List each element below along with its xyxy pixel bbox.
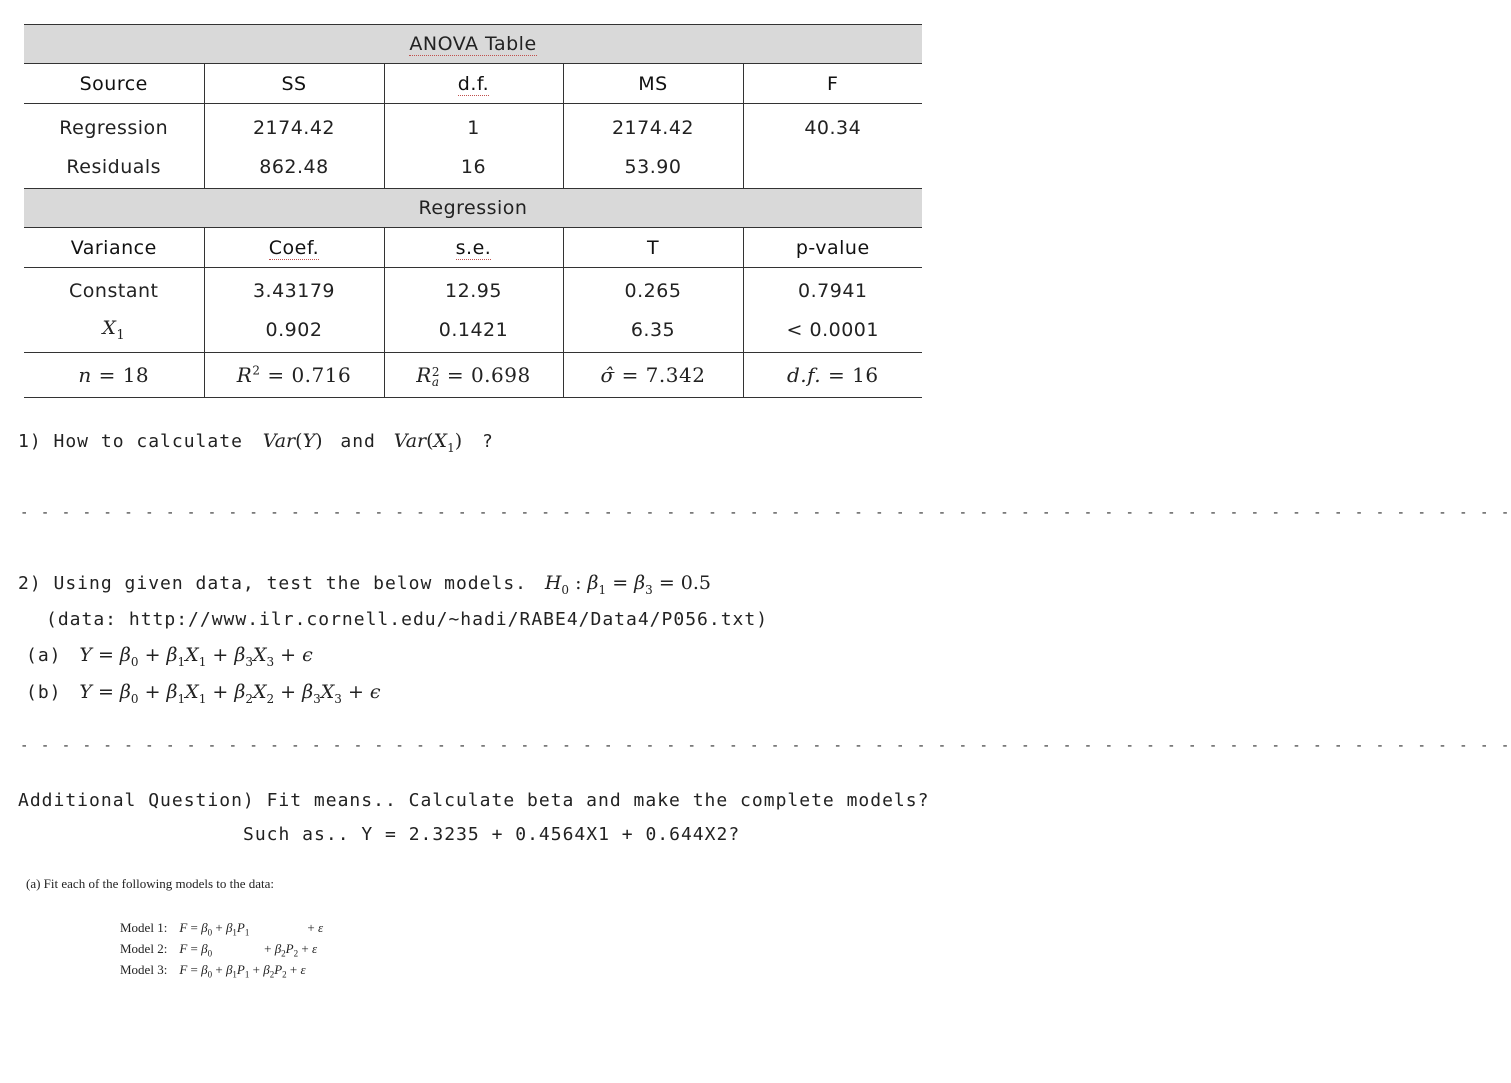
table-cell: 53.90	[563, 148, 743, 189]
divider: - - - - - - - - - - - - - - - - - - - - - - - - - - - - - - - - - - - - - - - - - - - - - - - - - - - - - - - - - - - - - - - - - - - - - - - -	[20, 738, 1511, 754]
summary-row	[24, 353, 922, 398]
model-a: (a) $Y = \beta_0 + \beta_1X_1 + \beta_3X_3 + \epsilon$	[26, 644, 313, 669]
summary-n: n = 18	[24, 353, 204, 398]
anova-header-row	[24, 64, 922, 104]
anova-title-row	[24, 25, 922, 64]
table-cell: Residuals	[24, 148, 204, 189]
table-cell: < 0.0001	[743, 310, 922, 353]
table-row	[24, 310, 922, 353]
table-cell: 12.95	[384, 268, 563, 311]
stats-table	[24, 24, 922, 398]
table-cell: 1	[384, 104, 563, 149]
table-cell: 0.265	[563, 268, 743, 311]
table-cell: 2174.42	[204, 104, 384, 149]
table-cell: Constant	[24, 268, 204, 311]
table-cell: 6.35	[563, 310, 743, 353]
table-cell: 3.43179	[204, 268, 384, 311]
book-model-2: Model 2: $F = \beta_0 + \beta_2P_2 + \varepsilon$	[120, 941, 318, 959]
summary-sigma: σ̂ = 7.342	[563, 353, 743, 398]
model-b: (b) $Y = \beta_0 + \beta_1X_1 + \beta_2X_2 + \beta_3X_3 + \epsilon$	[26, 681, 381, 706]
anova-title: ANOVA Table	[409, 33, 537, 55]
table-cell: 40.34	[743, 104, 922, 149]
question-2: 2) Using given data, test the below models. $H_0$ : $\beta_1 = \beta_3 = 0.5$	[18, 572, 712, 597]
header-cell: SS	[204, 64, 384, 104]
question-1: 1) How to calculate Var(Y) and $Var(X_1)$ ?	[18, 430, 494, 455]
header-cell: Source	[24, 64, 204, 104]
header-cell: d.f.	[384, 64, 563, 104]
regression-title-row	[24, 189, 922, 228]
header-cell: MS	[563, 64, 743, 104]
summary-ra2: R 2 a = 0.698	[384, 353, 563, 398]
header-cell: T	[563, 228, 743, 268]
table-row	[24, 268, 922, 311]
table-cell: $X_1$	[24, 310, 204, 353]
header-cell: p-value	[743, 228, 922, 268]
table-cell: 862.48	[204, 148, 384, 189]
table-cell: Regression	[24, 104, 204, 149]
book-intro: (a) Fit each of the following models to the data:	[26, 876, 275, 891]
table-cell: 0.902	[204, 310, 384, 353]
additional-question: Additional Question) Fit means.. Calculate beta and make the complete models?	[18, 790, 930, 811]
table-cell: 0.7941	[743, 268, 922, 311]
header-cell: F	[743, 64, 922, 104]
additional-example: Such as.. Y = 2.3235 + 0.4564X1 + 0.644X2?	[243, 824, 741, 845]
header-cell: s.e.	[384, 228, 563, 268]
regression-header-row	[24, 228, 922, 268]
table-row	[24, 148, 922, 189]
summary-r2: $R^2 = 0.716$	[204, 353, 384, 398]
table-cell: 0.1421	[384, 310, 563, 353]
book-model-3: Model 3: $F = \beta_0 + \beta_1P_1 + \beta_2P_2 + \varepsilon$	[120, 962, 306, 980]
summary-df: d.f. = 16	[743, 353, 922, 398]
header-cell: Variance	[24, 228, 204, 268]
table-cell	[743, 148, 922, 189]
header-cell: Coef.	[204, 228, 384, 268]
table-row	[24, 104, 922, 149]
table-cell: 16	[384, 148, 563, 189]
regression-title: Regression	[24, 189, 922, 228]
book-model-1: Model 1: $F = \beta_0 + \beta_1P_1 + \varepsilon$	[120, 920, 324, 938]
data-source-line: (data: http://www.ilr.cornell.edu/~hadi/RABE4/Data4/P056.txt)	[46, 609, 769, 630]
table-cell: 2174.42	[563, 104, 743, 149]
divider: - - - - - - - - - - - - - - - - - - - - - - - - - - - - - - - - - - - - - - - - - - - - - - - - - - - - - - - - - - - - - - - - - - - - - - - -	[20, 505, 1511, 521]
